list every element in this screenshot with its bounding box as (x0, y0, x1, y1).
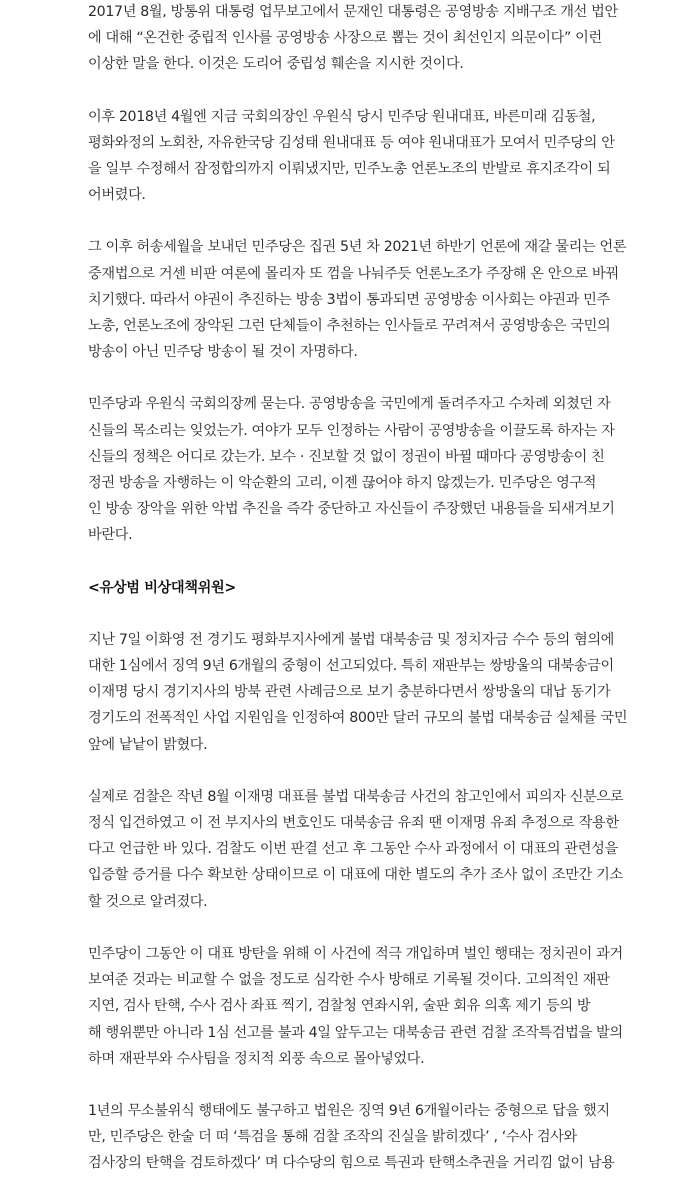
text-line: 해 행위뿐만 아니라 1심 선고를 불과 4일 앞두고는 대북송금 관련 검찰 조작특검법을 발의 (88, 1024, 623, 1041)
text-line: 이후 2018년 4월엔 지금 국회의장인 우원식 당시 민주당 원내대표, 바른미래 김동철, (88, 108, 596, 125)
text-line: 인 방송 장악을 위한 악법 추진을 즉각 중단하고 자신들이 주장했던 내용들을 되새겨보기 (88, 501, 615, 518)
text-line: 그 이후 허송세월을 보내던 민주당은 집권 5년 차 2021년 하반기 언론에 재갈 물리는 언론 (88, 239, 627, 256)
paragraph-gap (88, 758, 628, 784)
text-line: 검사장의 탄핵을 검토하겠다’ 며 다수당의 힘으로 특권과 탄핵소추권을 거리낌 없이 남용 (88, 1155, 615, 1172)
text-line: 민주당이 그동안 이 대표 방탄을 위해 이 사건에 적극 개입하며 벌인 행태는 정치권이 과거 (88, 945, 623, 962)
text-line: 을 일부 수정해서 잠정합의까지 이뤄냈지만, 민주노총 언론노조의 반발로 휴지조각이 되 (88, 161, 611, 178)
paragraph-2 (88, 104, 628, 209)
text-line: 이상한 말을 한다. 이것은 도리어 중립성 훼손을 지시한 것이다. (88, 56, 464, 73)
paragraph-8 (88, 1098, 628, 1177)
text-line: 정권 방송을 자행하는 이 악순환의 고리, 이젠 끊어야 하지 않겠는가. 민주당은 영구적 (88, 475, 597, 492)
paragraph-4 (88, 391, 628, 548)
text-line: 치기했다. 따라서 야권이 추진하는 방송 3법이 통과되면 공영방송 이사회는 야권과 민주 (88, 291, 610, 308)
text-line: 하며 재판부와 수사팀을 정치적 외풍 속으로 몰아넣었다. (88, 1050, 425, 1067)
paragraph-3 (88, 234, 628, 365)
paragraph-gap (88, 549, 628, 575)
text-line: 경기도의 전폭적인 사업 지원임을 인정하여 800만 달러 규모의 불법 대북송금 실체를 국민 (88, 710, 628, 727)
text-line: 지난 7일 이화영 전 경기도 평화부지사에게 불법 대북송금 및 정치자금 수수 등의 혐의에 (88, 631, 615, 648)
text-line: 신들의 목소리는 잊었는가. 여야가 모두 인정하는 사람이 공영방송을 이끌도록 하자는 자 (88, 422, 615, 439)
text-line: 지연, 검사 탄핵, 수사 검사 좌표 찍기, 검찰청 연좌시위, 술판 회유 의혹 제기 등의 방 (88, 998, 591, 1015)
text-line: 대한 1심에서 징역 9년 6개월의 중형이 선고되었다. 특히 재판부는 쌍방울의 대북송금이 (88, 658, 614, 675)
text-line: 만, 민주당은 한술 더 떠 ‘특검을 통해 검찰 조작의 진실을 밝히겠다’ , ‘수사 검사와 (88, 1129, 577, 1146)
text-line: 실제로 검찰은 작년 8월 이재명 대표를 불법 대북송금 사건의 참고인에서 피의자 신분으로 (88, 788, 624, 805)
section-heading-text: <유상범 비상대책위원> (88, 579, 236, 596)
paragraph-5 (88, 627, 628, 758)
paragraph-7 (88, 941, 628, 1072)
text-line: 바란다. (88, 527, 133, 544)
text-line: 어버렸다. (88, 187, 146, 204)
paragraph-gap (88, 78, 628, 104)
text-line: 정식 입건하였고 이 전 부지사의 변호인도 대북송금 유죄 땐 이재명 유죄 추정으로 작용한 (88, 815, 619, 832)
text-line: 에 대해 “온건한 중립적 인사를 공영방송 사장으로 뽑는 것이 최선인지 의문이다” 이런 (88, 30, 602, 47)
text-line: 노총, 언론노조에 장악된 그런 단체들이 추천하는 인사들로 꾸려져서 공영방송은 국민의 (88, 318, 611, 335)
paragraph-intro (88, 0, 628, 78)
document-page (88, 0, 628, 1177)
paragraph-gap (88, 365, 628, 391)
text-line: 할 것으로 알려졌다. (88, 893, 208, 910)
paragraph-gap (88, 208, 628, 234)
section-heading (88, 575, 628, 601)
text-line: 방송이 아닌 민주당 방송이 될 것이 자명하다. (88, 344, 358, 361)
text-line: 신들의 정책은 어디로 갔는가. 보수 · 진보할 것 없이 정권이 바뀔 때마다 공영방송이 친 (88, 448, 605, 465)
paragraph-gap (88, 915, 628, 941)
text-line: 다고 언급한 바 있다. 검찰도 이번 판결 선고 후 그동안 수사 과정에서 이 대표의 관련성을 (88, 841, 618, 858)
text-line: 이재명 당시 경기지사의 방북 관련 사례금으로 보기 충분하다면서 쌍방울의 대납 동기가 (88, 684, 611, 701)
text-line: 앞에 낱낱이 밝혔다. (88, 736, 208, 753)
text-line: 평화와정의 노회찬, 자유한국당 김성태 원내대표 등 여야 원내대표가 모여서 민주당의 안 (88, 134, 615, 151)
text-line: 민주당과 우원식 국회의장께 묻는다. 공영방송을 국민에게 돌려주자고 수차례 외쳤던 자 (88, 396, 611, 413)
text-line: 중재법으로 거센 비판 여론에 몰리자 또 껌을 나눠주듯 언론노조가 주장해 온 안으로 바꿔 (88, 265, 619, 282)
paragraph-gap (88, 601, 628, 627)
text-line: 2017년 8월, 방통위 대통령 업무보고에서 문재인 대통령은 공영방송 지배구조 개선 법안 (88, 4, 618, 20)
text-line: 입증할 증거를 다수 확보한 상태이므로 이 대표에 대한 별도의 추가 조사 없이 조만간 기소 (88, 867, 623, 884)
paragraph-gap (88, 1072, 628, 1098)
text-line: 보여준 것과는 비교할 수 없을 정도로 심각한 수사 방해로 기록될 것이다. 고의적인 재판 (88, 972, 610, 989)
text-line: 1년의 무소불위식 행태에도 불구하고 법원은 징역 9년 6개월이라는 중형으로 답을 했지 (88, 1102, 610, 1119)
paragraph-6 (88, 784, 628, 915)
